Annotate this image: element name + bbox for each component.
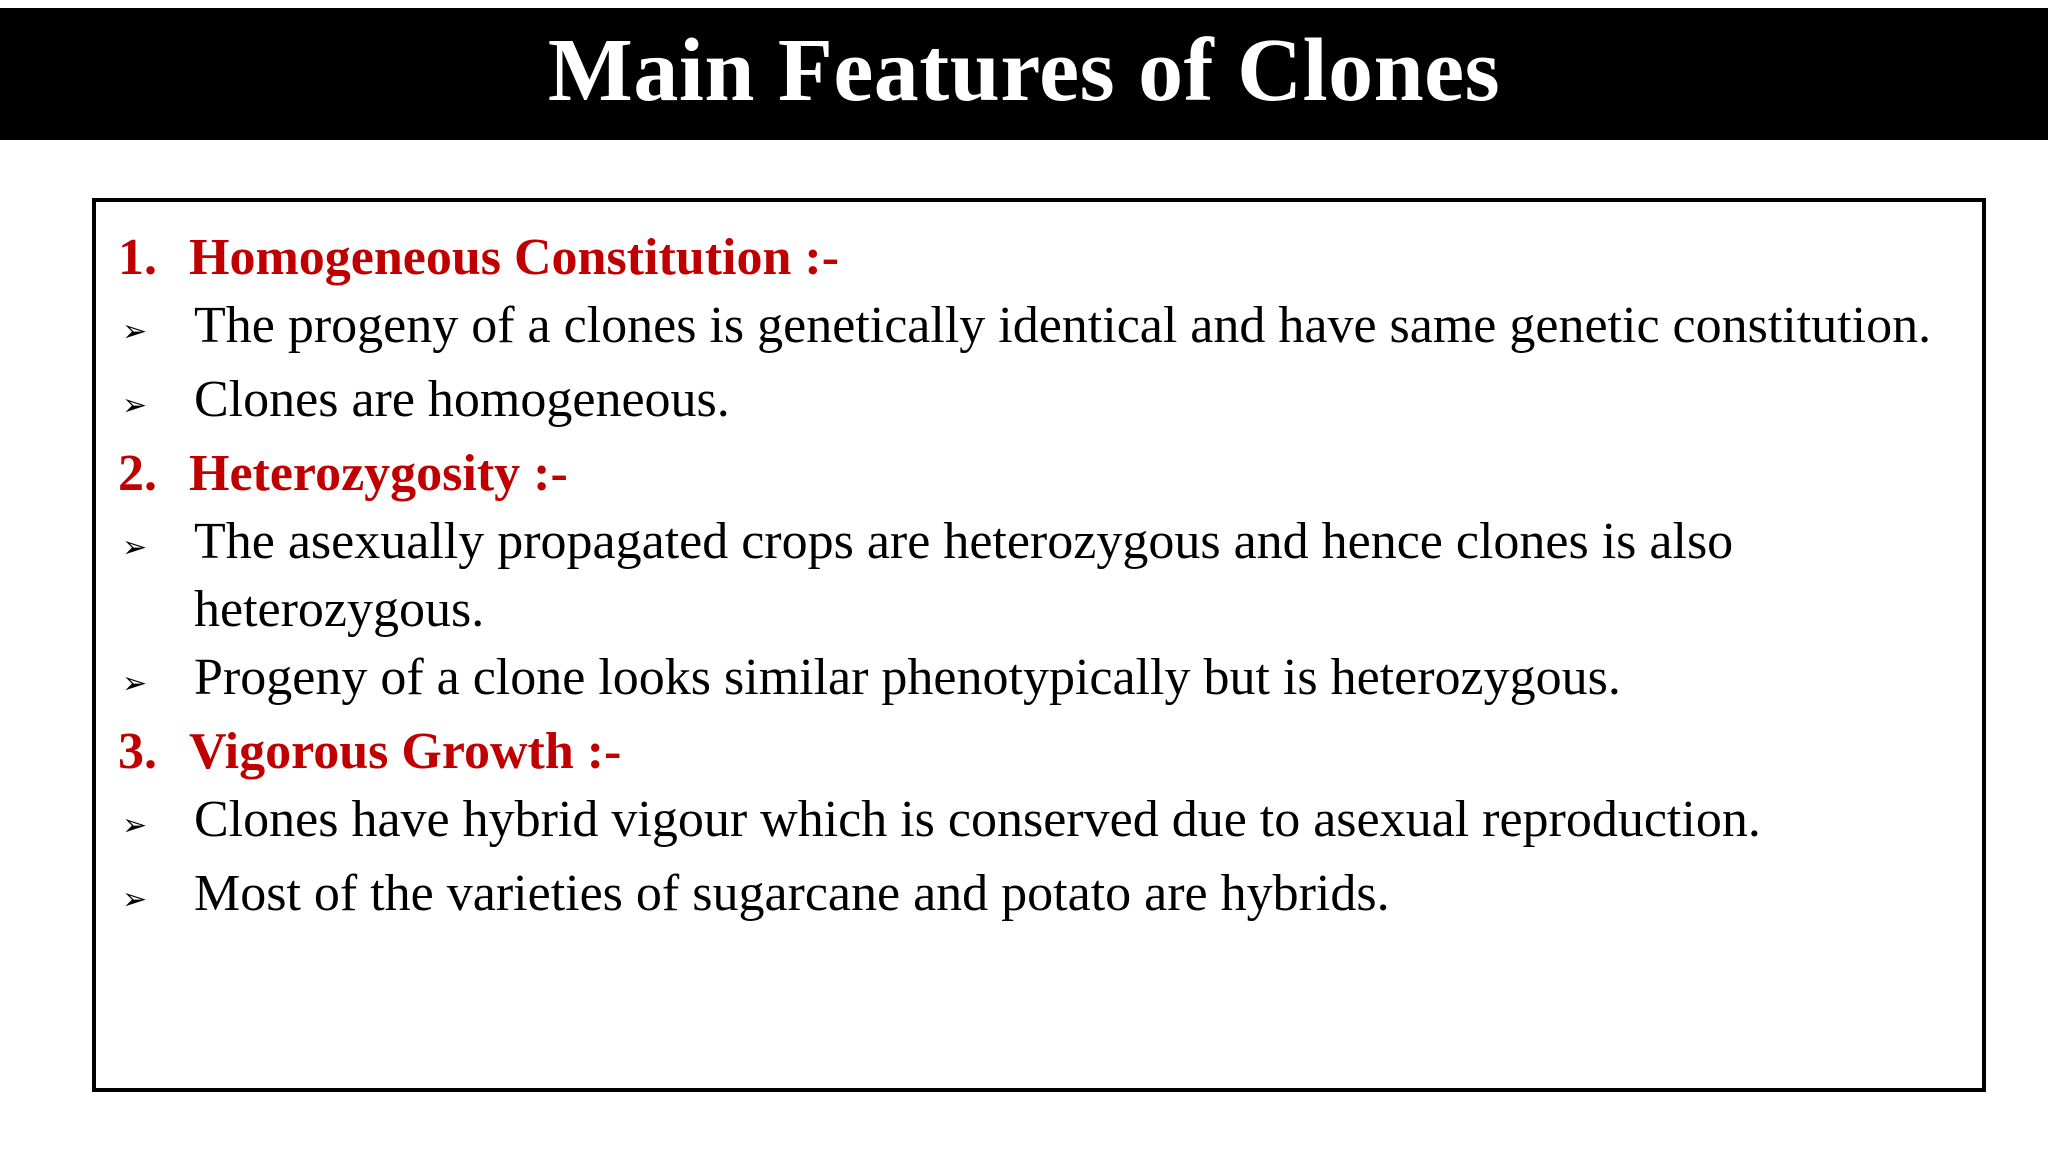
sections-list xyxy=(118,224,1962,934)
bullet-item xyxy=(118,508,1962,644)
section-heading-vigorous-growth xyxy=(118,718,1962,786)
section-heading-homogeneous-constitution xyxy=(118,224,1962,292)
arrow-bullet-icon: ➢ xyxy=(122,388,148,423)
arrow-bullet-icon: ➢ xyxy=(122,808,148,843)
bullet-text: The asexually propagated crops are heterozygous and hence clones is also heterozygous. xyxy=(194,513,1734,638)
content-box xyxy=(92,198,1986,1092)
title-bar xyxy=(0,8,2048,140)
bullet-item xyxy=(118,786,1962,860)
arrow-bullet-icon: ➢ xyxy=(122,882,148,917)
bullet-item xyxy=(118,292,1962,366)
section-heading-heterozygosity xyxy=(118,440,1962,508)
section-number: 1. xyxy=(118,229,157,286)
arrow-bullet-icon: ➢ xyxy=(122,530,148,565)
bullet-item xyxy=(118,366,1962,440)
page-title: Main Features of Clones xyxy=(547,21,1501,120)
section-number: 2. xyxy=(118,445,157,502)
bullet-text: Clones are homogeneous. xyxy=(194,371,730,428)
section-title: Heterozygosity :- xyxy=(189,445,568,502)
section-title: Homogeneous Constitution :- xyxy=(189,229,840,286)
arrow-bullet-icon: ➢ xyxy=(122,314,148,349)
section-number: 3. xyxy=(118,723,157,780)
bullet-item xyxy=(118,860,1962,934)
bullet-text: Most of the varieties of sugarcane and potato are hybrids. xyxy=(194,865,1390,922)
bullet-text: The progeny of a clones is genetically identical and have same genetic constitution. xyxy=(194,297,1932,354)
section-title: Vigorous Growth :- xyxy=(189,723,622,780)
bullet-item xyxy=(118,644,1962,718)
bullet-text: Progeny of a clone looks similar phenotypically but is heterozygous. xyxy=(194,649,1621,706)
bullet-text: Clones have hybrid vigour which is conserved due to asexual reproduction. xyxy=(194,791,1761,848)
arrow-bullet-icon: ➢ xyxy=(122,666,148,701)
